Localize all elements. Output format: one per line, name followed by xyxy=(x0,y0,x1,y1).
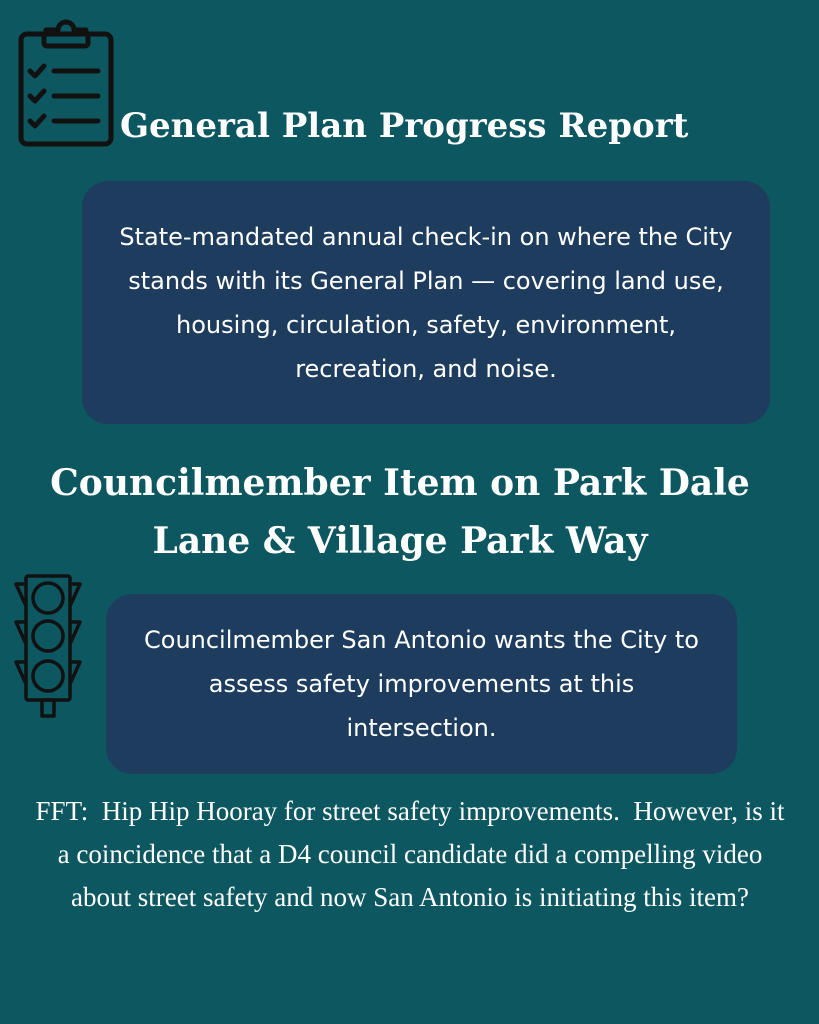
section1-body: State-mandated annual check-in on where the City stands with its General Plan — covering land use, housing, circulation, safety, environment, recreation, and noise. xyxy=(119,222,733,383)
section1-summary-box xyxy=(82,181,770,424)
fft-note: FFT: Hip Hip Hooray for street safety improvements. However, is it a coincidence that a D4 council candidate did a compelling video about street safety and now San Antonio is initiating this item? xyxy=(35,796,792,912)
section2-title: Councilmember Item on Park Dale Lane & Village Park Way xyxy=(50,462,750,562)
traffic-light-icon xyxy=(12,572,84,720)
clipboard-checklist-icon xyxy=(16,16,116,148)
section2-summary-box xyxy=(106,594,737,774)
section2-body: Councilmember San Antonio wants the City to assess safety improvements at this intersection. xyxy=(144,626,699,742)
section1-title: General Plan Progress Report xyxy=(120,106,689,146)
